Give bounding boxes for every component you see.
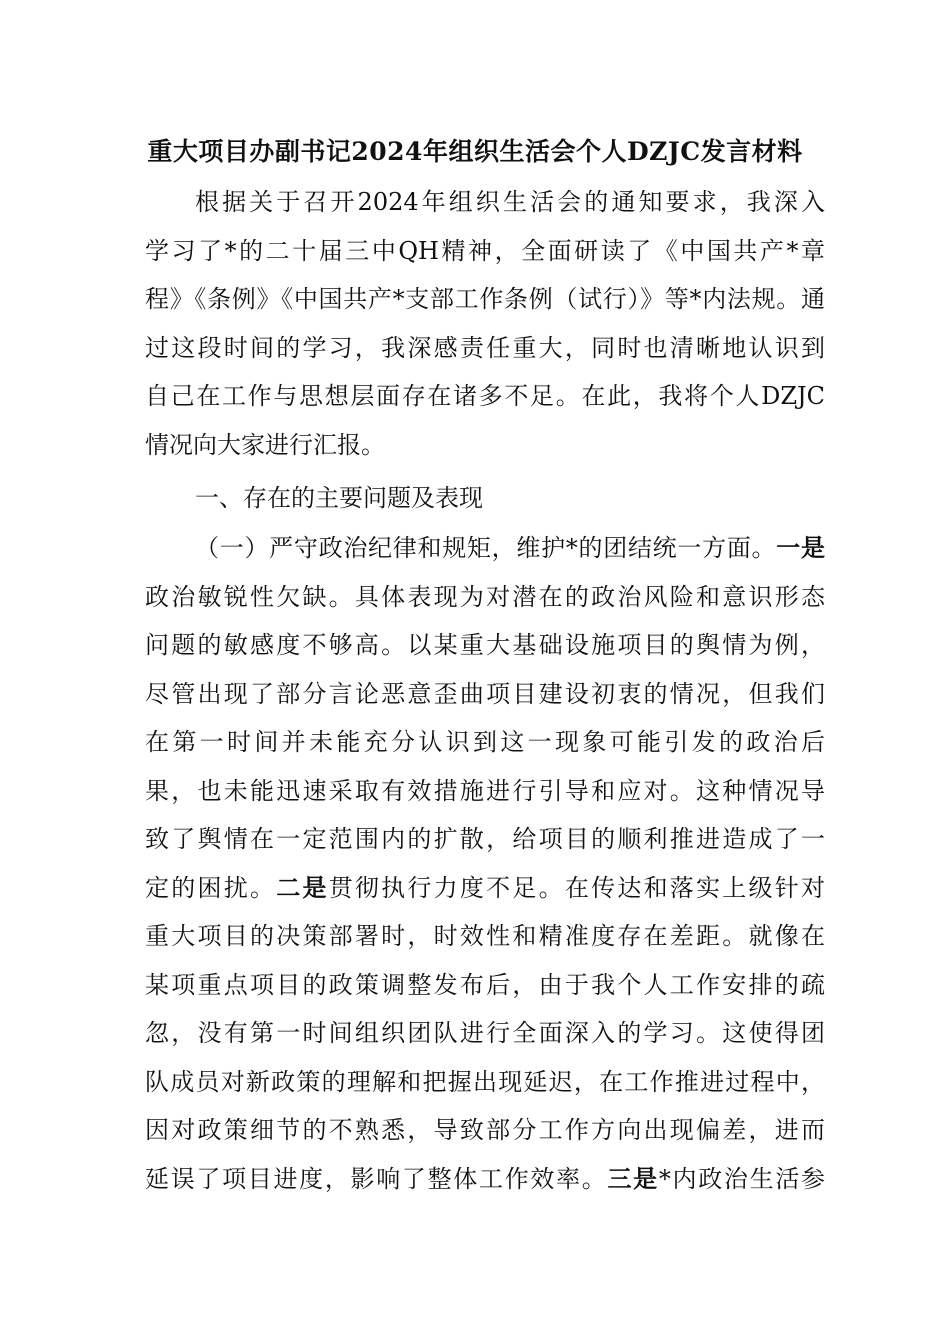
intro-line: 自己在工作与思想层面存在诸多不足。在此，我将个人DZJC bbox=[145, 382, 825, 410]
body-line: 队成员对新政策的理解和把握出现延迟，在工作推进过程中， bbox=[145, 1068, 825, 1096]
body-line: 致了舆情在一定范围内的扩散，给项目的顺利推进造成了一 bbox=[145, 825, 825, 853]
text-segment: 延误了项目进度，影响了整体工作效率。 bbox=[145, 1165, 608, 1193]
body-line: 因对政策细节的不熟悉，导致部分工作方向出现偏差，进而 bbox=[145, 1116, 825, 1144]
intro-line: 程》《条例》《中国共产*支部工作条例（试行）》等*内法规。通 bbox=[145, 285, 825, 313]
intro-line: 根据关于召开2024年组织生活会的通知要求，我深入 bbox=[195, 188, 825, 216]
intro-line: 过这段时间的学习，我深感责任重大，同时也清晰地认识到 bbox=[145, 334, 825, 362]
body-line: 尽管出现了部分言论恶意歪曲项目建设初衷的情况，但我们 bbox=[145, 680, 825, 708]
body-line: 问题的敏感度不够高。以某重大基础设施项目的舆情为例， bbox=[145, 631, 825, 659]
intro-line: 学习了*的二十届三中QH精神，全面研读了《中国共产*章 bbox=[145, 237, 825, 265]
text-segment: 贯彻执行力度不足。在传达和落实上级针对 bbox=[328, 874, 825, 902]
body-line-point-three bbox=[145, 1159, 825, 1199]
body-line: 果，也未能迅速采取有效措施进行引导和应对。这种情况导 bbox=[145, 777, 825, 805]
subsection-lead-line bbox=[195, 528, 825, 568]
text-segment: 定的困扰。 bbox=[145, 874, 277, 902]
document-title: 重大项目办副书记2024年组织生活会个人DZJC发言材料 bbox=[147, 137, 803, 166]
body-line: 某项重点项目的政策调整发布后，由于我个人工作安排的疏 bbox=[145, 971, 825, 999]
point-two-label: 二是 bbox=[276, 873, 329, 902]
intro-line: 情况向大家进行汇报。 bbox=[145, 431, 385, 459]
body-line: 忽，没有第一时间组织团队进行全面深入的学习。这使得团 bbox=[145, 1019, 825, 1047]
section-heading: 一、存在的主要问题及表现 bbox=[195, 484, 483, 512]
text-segment: *内政治生活参 bbox=[658, 1165, 825, 1193]
body-line: 重大项目的决策部署时，时效性和精准度存在差距。就像在 bbox=[145, 922, 825, 950]
subsection-lead: （一）严守政治纪律和规矩，维护*的团结统一方面。 bbox=[195, 534, 777, 562]
body-line: 在第一时间并未能充分认识到这一现象可能引发的政治后 bbox=[145, 728, 825, 756]
point-three-label: 三是 bbox=[607, 1164, 659, 1193]
body-line: 政治敏锐性欠缺。具体表现为对潜在的政治风险和意识形态 bbox=[145, 583, 825, 611]
point-one-label: 一是 bbox=[776, 533, 825, 562]
body-line-point-two bbox=[145, 868, 825, 908]
